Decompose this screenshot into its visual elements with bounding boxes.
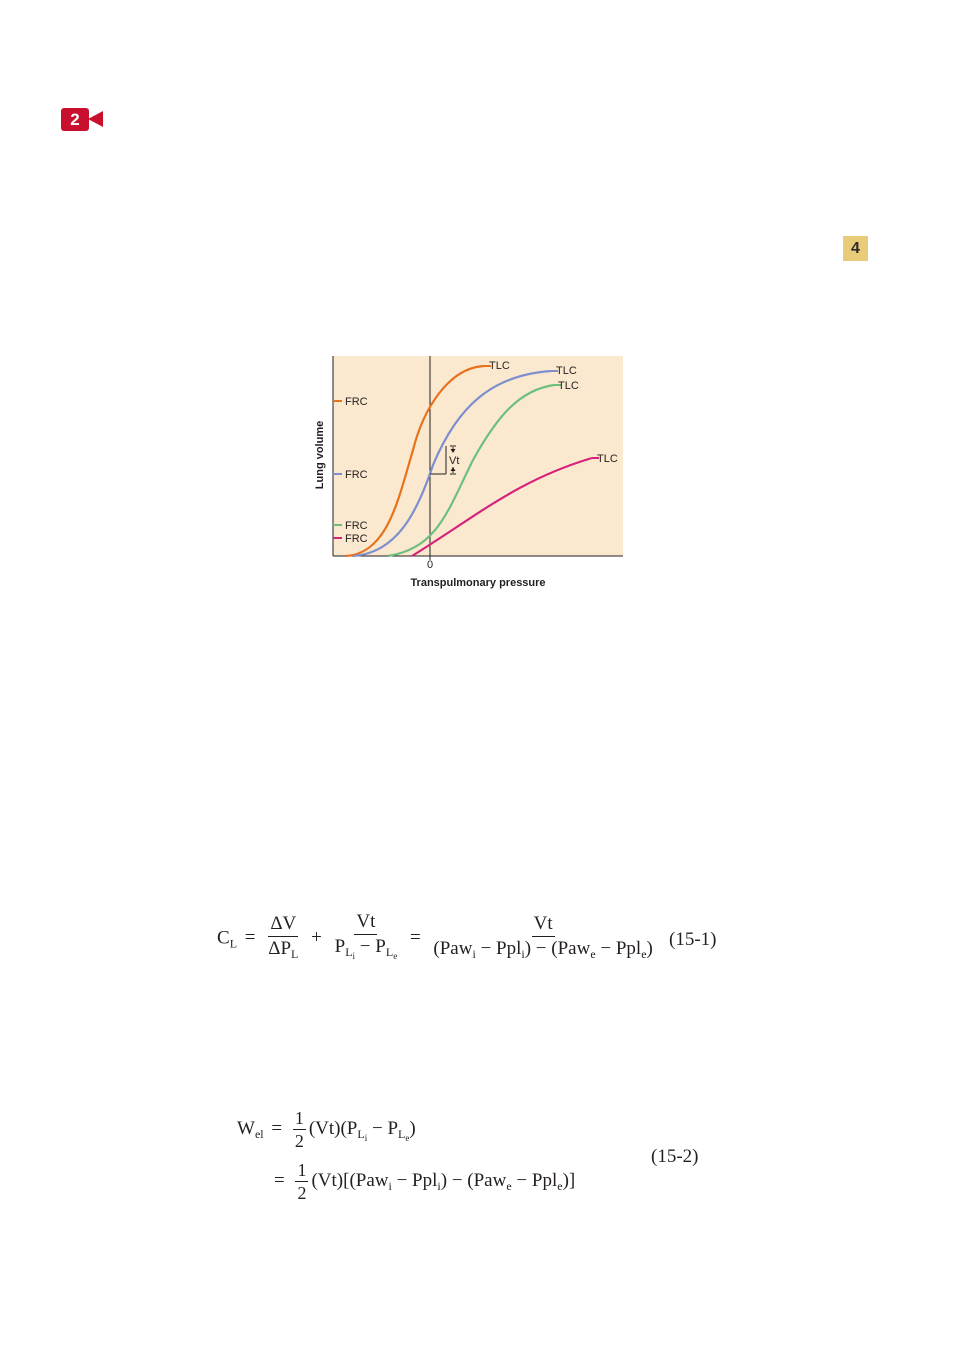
plot-background [333,356,623,556]
eq2-half-fraction-2: $\frac{1}{2}$ [297,1160,307,1203]
equation-15-1 [217,911,658,967]
eq1-f2-den: $P_{L_i} - P_{L_e}$ [334,936,398,961]
eq1-f1-den: $\Delta P_L$ [268,938,299,961]
x-axis-label: Transpulmonary pressure [410,577,546,589]
equation-15-2-line-2 [271,1160,575,1203]
equation-15-2-line-1 [237,1108,416,1151]
eq1-equals-2: = [409,927,421,949]
eq1-fraction-vt-paw [431,913,654,965]
equation-15-1-number: (15-1) [669,929,717,950]
video-camera-icon [88,111,103,127]
tlc-label-magenta: TLC [597,453,618,465]
eq2-half-fraction: $\frac{1}{2}$ [294,1108,304,1151]
y-axis-label: Lung volume [314,420,326,490]
frc-label-orange: FRC [345,396,368,408]
eq1-f2-num: Vt [354,911,377,935]
tidal-volume-label: Vt [449,455,460,467]
eq2-equals: = [271,1117,283,1139]
eq1-lhs-sub: L [229,936,238,951]
eq1-f1-num: ΔV [268,913,298,937]
eq2-line2-body: (Vt)[(Paw$_i$ − Ppl$_i$) − (Paw$_e$ − Ppl$_e$)] [311,1169,576,1193]
tlc-label-orange: TLC [489,360,510,372]
x-zero-label: 0 [427,559,434,571]
equation-15-2-number: (15-2) [651,1146,699,1167]
frc-label-green: FRC [345,520,368,532]
pressure-volume-figure [308,350,628,590]
tlc-label-blue: TLC [556,365,577,377]
eq2-lhs-sub: el [254,1126,264,1141]
eq1-equals: = [244,927,256,949]
eq1-f3-num: Vt [532,913,555,937]
eq1-fraction-vt-pl [333,911,400,967]
eq1-f3-den: (Paw$_i$ − Ppl$_i$) − (Paw$_e$ − Ppl$_e$) [433,938,653,961]
eq1-fraction-dv-dp [266,913,300,965]
eq2-line1-body: $(Vt)(P_{L_i} - P_{L_e})$ [308,1117,416,1143]
video-number: 2 [61,108,89,131]
section-number-badge: 4 [843,236,868,261]
frc-label-magenta: FRC [345,533,368,545]
video-badge[interactable] [61,108,103,131]
frc-label-blue: FRC [345,469,368,481]
eq1-plus: + [311,927,322,949]
eq1-lhs: C [217,927,230,949]
eq2-equals-2: = [274,1169,285,1191]
tlc-label-green: TLC [558,380,579,392]
pressure-volume-chart [308,350,628,590]
eq2-lhs: W [237,1117,255,1139]
